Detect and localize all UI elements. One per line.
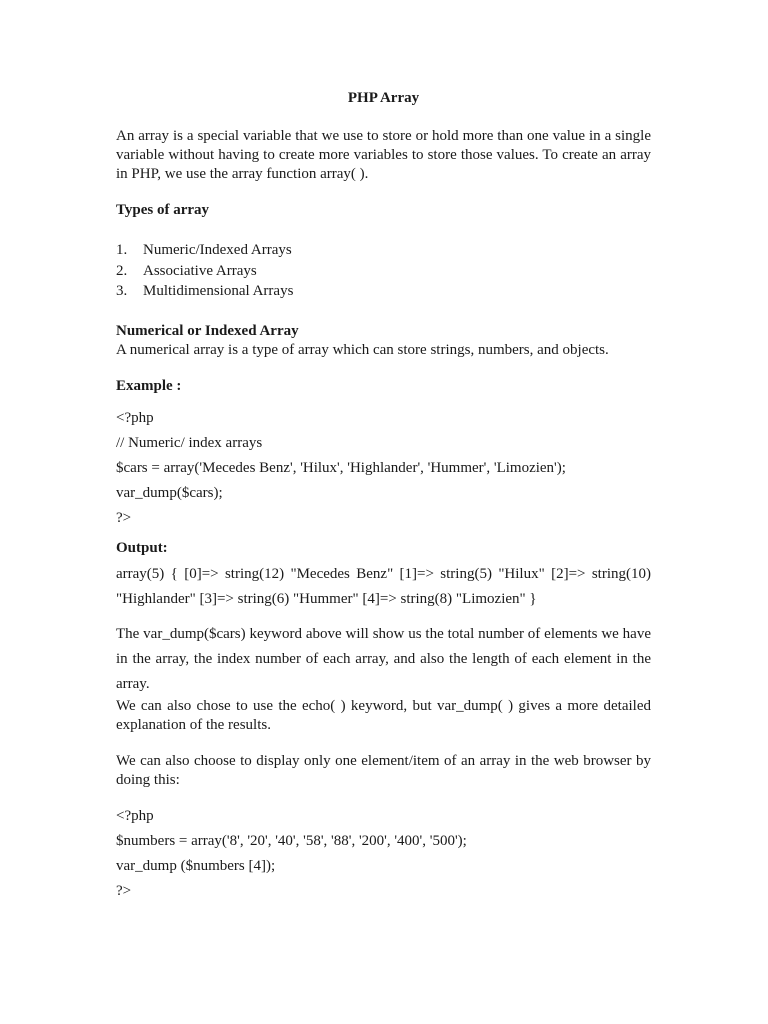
- list-item: [116, 281, 651, 302]
- code-line: <?php: [116, 409, 154, 426]
- output-text: array(5) { [0]=> string(12) "Mecedes Benz" [1]=> string(5) "Hilux" [2]=> string(10) "Highlander" [3]=> string(6) "Hummer" [4]=> string(8) "Limozien" }: [116, 565, 651, 607]
- numerical-heading: Numerical or Indexed Array: [116, 322, 299, 339]
- explanation-paragraph-1: The var_dump($cars) keyword above will show us the total number of elements we have in the array, the index number of each array, and also the length of each element in the array.: [116, 625, 651, 692]
- code-line: $numbers = array('8', '20', '40', '58', '88', '200', '400', '500');: [116, 832, 467, 849]
- list-item: [116, 261, 651, 282]
- list-label: Multidimensional Arrays: [143, 283, 294, 299]
- list-label: Associative Arrays: [143, 262, 257, 279]
- types-list: [116, 240, 651, 302]
- list-number: 3.: [116, 283, 128, 299]
- types-heading: Types of array: [116, 202, 210, 218]
- page-title: PHP Array: [347, 90, 420, 106]
- numerical-description: A numerical array is a type of array which can store strings, numbers, and objects.: [116, 341, 609, 358]
- code-line: // Numeric/ index arrays: [116, 434, 263, 451]
- code-line: var_dump ($numbers [4]);: [116, 857, 276, 874]
- code-line: var_dump($cars);: [116, 484, 223, 501]
- list-item: [116, 240, 651, 261]
- list-label: Numeric/Indexed Arrays: [143, 242, 292, 258]
- code-block-1: [116, 406, 651, 531]
- code-line: <?php: [116, 807, 154, 824]
- example-heading: Example :: [116, 377, 182, 394]
- explanation-paragraph-3: We can also choose to display only one element/item of an array in the web browser by doing this:: [116, 752, 651, 788]
- list-number: 2.: [116, 262, 128, 279]
- code-line: $cars = array('Mecedes Benz', 'Hilux', 'Highlander', 'Hummer', 'Limozien');: [116, 459, 566, 476]
- code-block-2: [116, 804, 651, 904]
- output-heading: Output:: [116, 539, 168, 556]
- code-line: ?>: [116, 509, 132, 526]
- intro-paragraph: An array is a special variable that we use to store or hold more than one value in a single variable without having to create more variables to store those values. To create an array in PHP, we use the array function array( ).: [116, 128, 651, 182]
- code-line: ?>: [116, 882, 132, 899]
- document-page: [116, 88, 651, 904]
- explanation-paragraph-2: We can also chose to use the echo( ) keyword, but var_dump( ) gives a more detailed explanation of the results.: [116, 697, 651, 733]
- list-number: 1.: [116, 242, 128, 258]
